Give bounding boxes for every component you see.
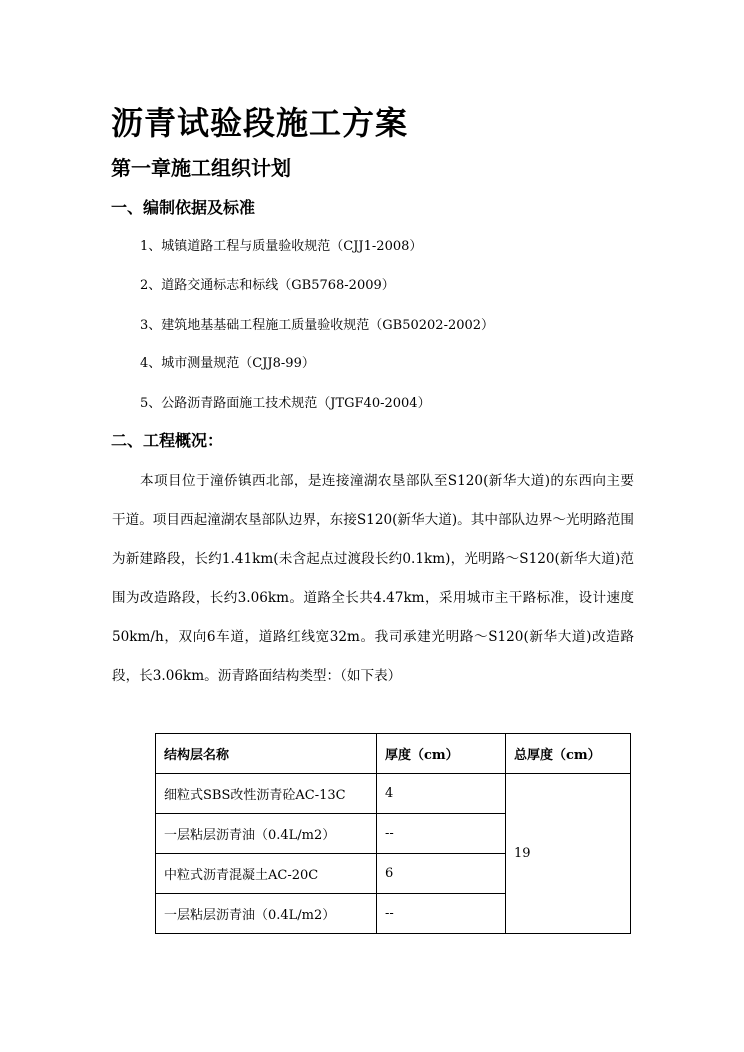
thickness-cell: 6 [377,854,506,894]
header-total-thickness: 总厚度（cm） [506,734,631,774]
header-layer-name: 结构层名称 [156,734,377,774]
paragraph-text: 本项目位于潼侨镇西北部，是连接潼湖农垦部队至S120(新华大道)的东西向主要干道。项目西起潼湖农垦部队边界，东接S120(新华大道)。其中部队边界～光明路范围为新建路段，长约1.41km(未含起点过渡段长约0.1km)，光明路～S120(新华大道)范围为改造路段，长约3.06km。道路全长共4.47km，采用城市主干路标准，设计速度50km/h，双向6车道，道路红线宽32m。我司承建光明路～S120(新华大道)改造路段，长3.06km。沥青路面结构类型：（如下表） [112,473,634,684]
thickness-cell: -- [377,814,506,854]
layer-name-cell: 一层粘层沥青油（0.4L/m2） [156,814,377,854]
section-heading-basis: 一、编制依据及标准 [111,198,256,217]
layer-name-cell: 细粒式SBS改性沥青砼AC-13C [156,774,377,814]
section-heading-overview: 二、工程概况： [111,431,224,450]
pavement-structure-table [155,733,631,934]
list-item: 1、城镇道路工程与质量验收规范（CJJ1-2008） [140,239,423,254]
thickness-cell: 4 [377,774,506,814]
header-thickness: 厚度（cm） [377,734,506,774]
layer-name-cell: 一层粘层沥青油（0.4L/m2） [156,894,377,934]
thickness-cell: -- [377,894,506,934]
document-title: 沥青试验段施工方案 [111,104,409,142]
table-row [156,774,631,814]
layer-name-cell: 中粒式沥青混凝土AC-20C [156,854,377,894]
list-item: 4、城市测量规范（CJJ8-99） [140,356,315,371]
total-thickness-cell: 19 [506,774,631,934]
list-item: 3、建筑地基基础工程施工质量验收规范（GB50202-2002） [140,318,495,333]
list-item: 2、道路交通标志和标线（GB5768-2009） [140,278,395,293]
chapter-heading: 第一章施工组织计划 [111,156,291,180]
overview-paragraph [112,462,634,696]
table-header-row [156,734,631,774]
list-item: 5、公路沥青路面施工技术规范（JTGF40-2004） [140,396,431,411]
